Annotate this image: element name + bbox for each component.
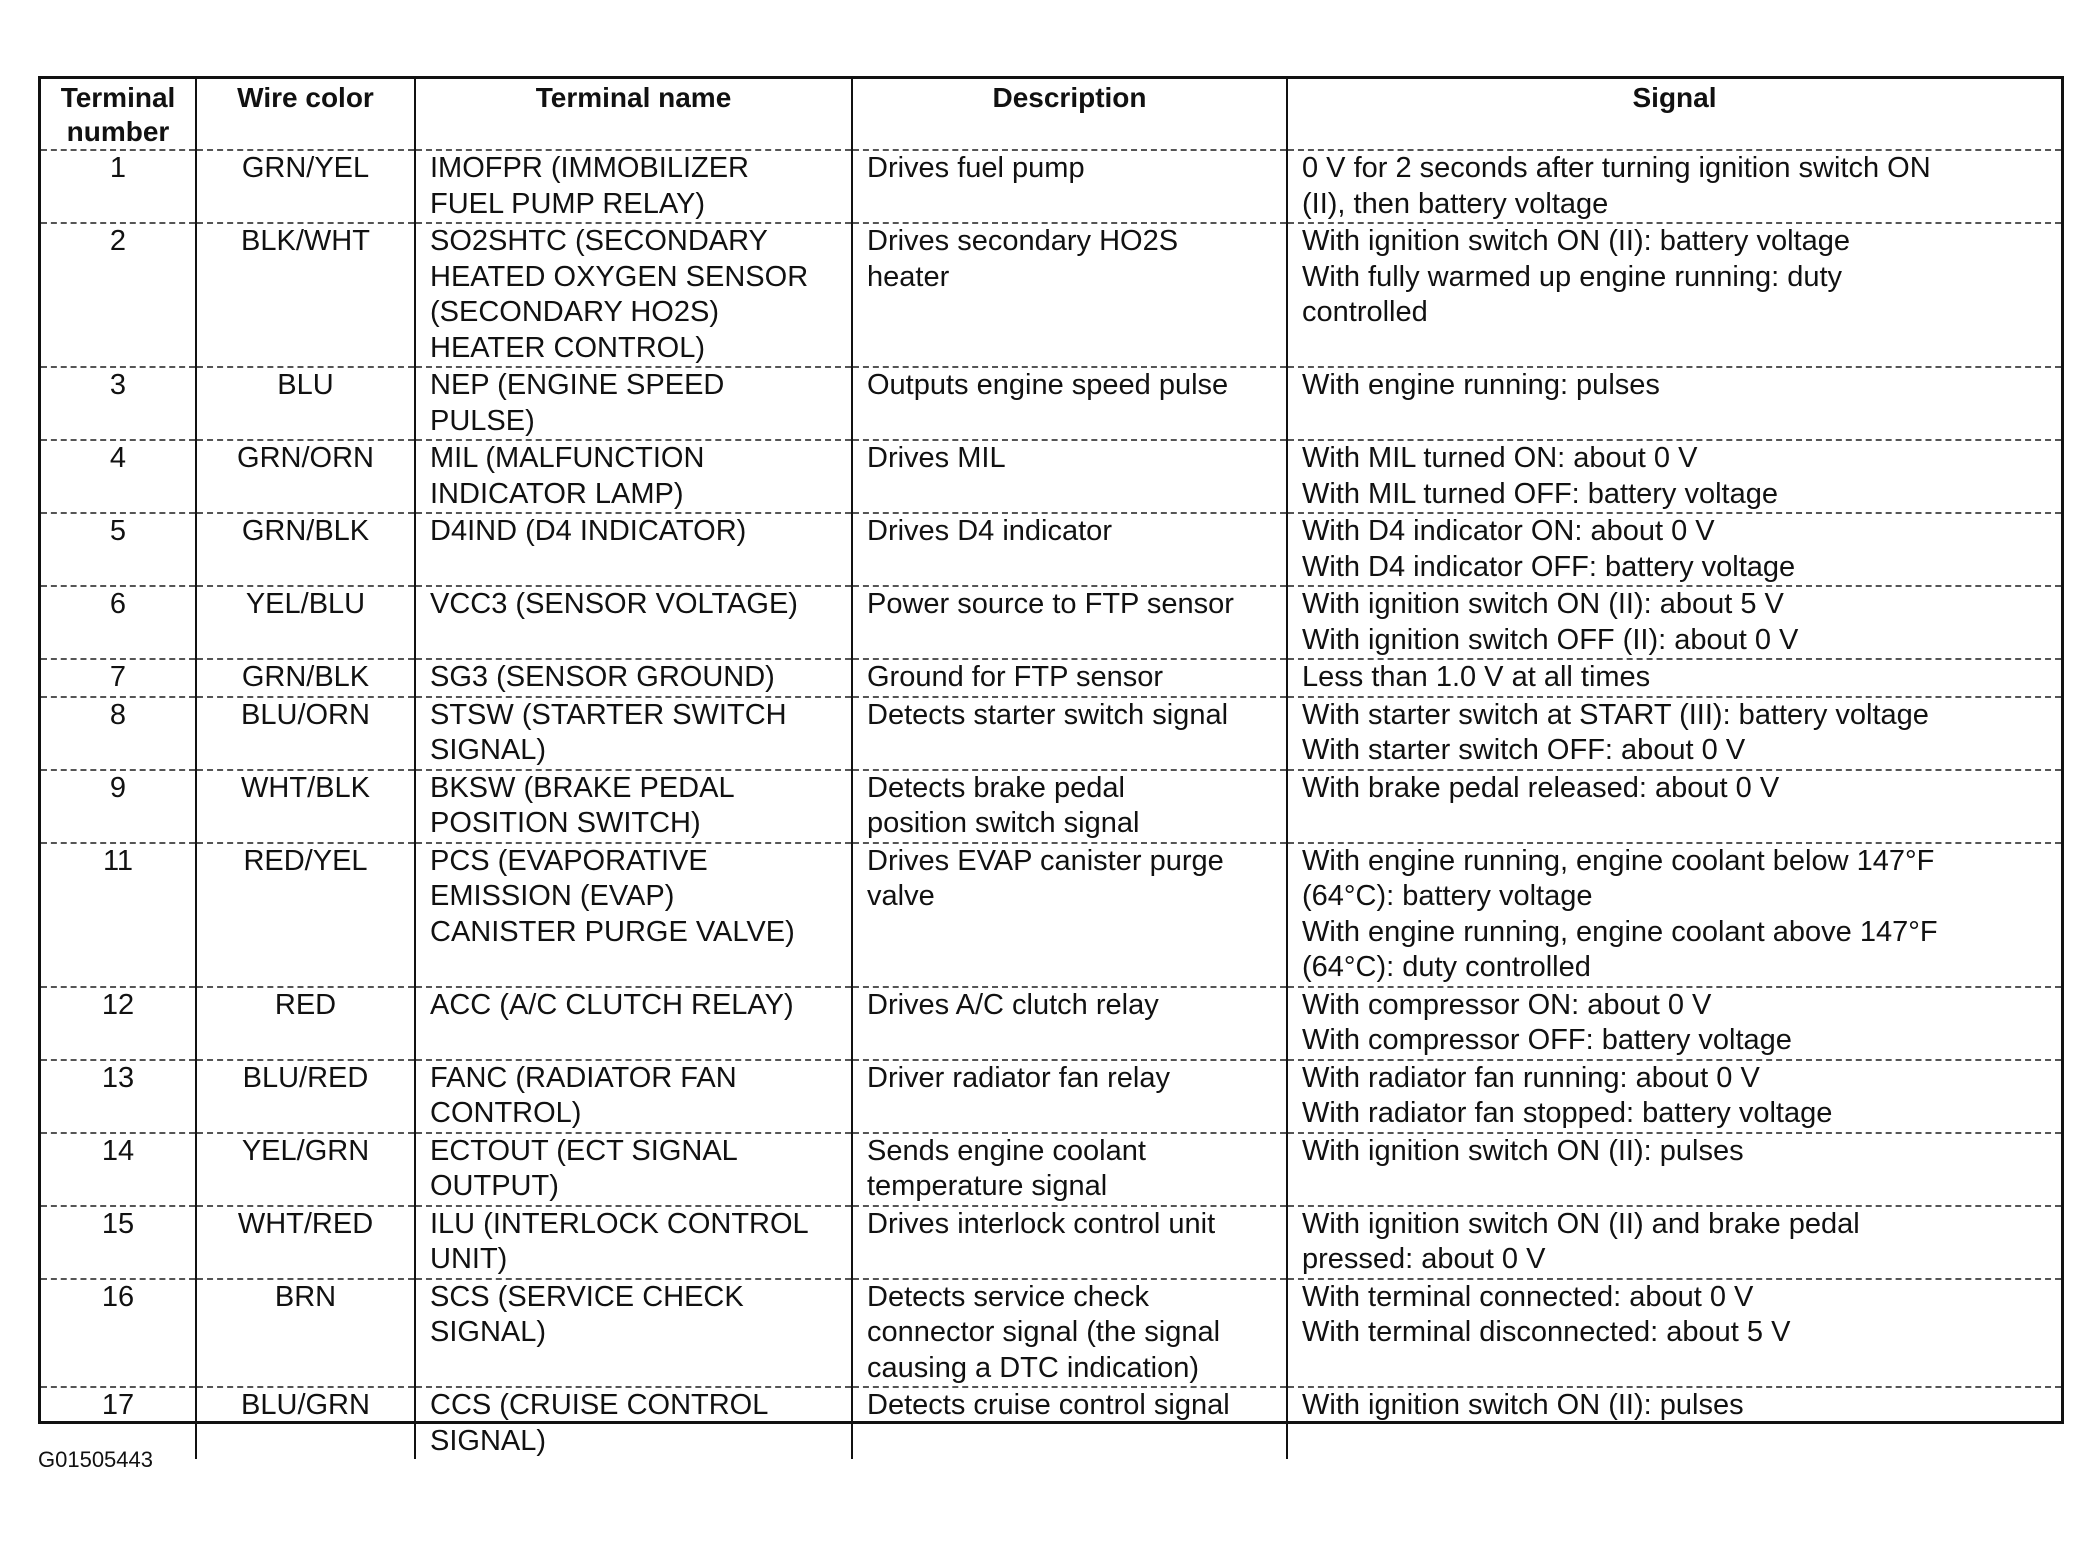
signal-cell-line: With radiator fan stopped: battery voltage	[1302, 1097, 1833, 1129]
terminal-name-cell-line: SIGNAL)	[430, 1316, 547, 1348]
table-row	[41, 843, 2061, 987]
terminal-name-cell-line: D4IND (D4 INDICATOR)	[430, 515, 747, 547]
signal-cell	[1287, 1279, 2061, 1388]
terminal-number-cell: 5	[41, 513, 196, 586]
table-row	[41, 150, 2061, 223]
signal-cell	[1287, 513, 2061, 586]
header-wire-color: Wire color	[196, 79, 415, 150]
terminal-name-cell-line: UNIT)	[430, 1243, 508, 1275]
description-cell	[852, 697, 1287, 770]
terminal-name-cell	[415, 697, 852, 770]
terminal-name-cell	[415, 586, 852, 659]
terminal-number-cell: 11	[41, 843, 196, 987]
wire-color-cell: BLU/RED	[196, 1060, 415, 1133]
terminal-number-cell: 6	[41, 586, 196, 659]
terminal-name-cell-line: INDICATOR LAMP)	[430, 477, 684, 510]
signal-cell	[1287, 659, 2061, 697]
description-cell-line: Drives interlock control unit	[867, 1207, 1216, 1240]
terminal-number-cell: 1	[41, 150, 196, 223]
description-cell-line: Driver radiator fan relay	[867, 1061, 1170, 1094]
signal-cell	[1287, 1060, 2061, 1133]
description-cell	[852, 586, 1287, 659]
description-cell-line: Ground for FTP sensor	[867, 661, 1164, 693]
signal-cell	[1287, 440, 2061, 513]
table-row	[41, 1060, 2061, 1133]
wire-color-cell: BLU	[196, 367, 415, 440]
description-cell-line: Detects brake pedal	[867, 771, 1125, 804]
signal-cell-line: With engine running, engine coolant below 147°F	[1302, 844, 1935, 877]
description-cell	[852, 770, 1287, 843]
table-row	[41, 1133, 2061, 1206]
table-row	[41, 367, 2061, 440]
table-row	[41, 440, 2061, 513]
header-row	[41, 79, 2061, 150]
header-terminal-name: Terminal name	[415, 79, 852, 150]
table-row	[41, 223, 2061, 367]
description-cell-line: Outputs engine speed pulse	[867, 369, 1229, 401]
signal-cell-line: With terminal connected: about 0 V	[1302, 1280, 1754, 1313]
description-cell-line: Detects cruise control signal	[867, 1389, 1230, 1421]
description-cell-line: Drives secondary HO2S	[867, 225, 1179, 257]
terminal-name-cell-line: ILU (INTERLOCK CONTROL	[430, 1207, 809, 1240]
table-row	[41, 770, 2061, 843]
header-terminal-number: Terminal number	[41, 79, 196, 150]
signal-cell-line: With compressor OFF: battery voltage	[1302, 1024, 1792, 1056]
description-cell-line: Drives D4 indicator	[867, 515, 1112, 547]
description-cell-line: causing a DTC indication)	[867, 1351, 1200, 1384]
table-row	[41, 1387, 2061, 1459]
terminal-table-frame	[38, 76, 2064, 1457]
signal-cell-line: pressed: about 0 V	[1302, 1243, 1546, 1275]
terminal-number-cell: 12	[41, 987, 196, 1060]
terminal-number-cell: 15	[41, 1206, 196, 1279]
table-row	[41, 1206, 2061, 1279]
terminal-name-cell	[415, 659, 852, 697]
signal-cell	[1287, 843, 2061, 987]
signal-cell-line: With ignition switch ON (II): battery voltage	[1302, 225, 1850, 257]
signal-cell-line: With D4 indicator ON: about 0 V	[1302, 515, 1715, 547]
signal-cell-line: With starter switch at START (III): battery voltage	[1302, 698, 1929, 731]
description-cell-line: Detects starter switch signal	[867, 698, 1229, 731]
description-cell-line: Power source to FTP sensor	[867, 588, 1234, 620]
signal-cell-line: With ignition switch ON (II): about 5 V	[1302, 588, 1784, 620]
header-description: Description	[852, 79, 1287, 150]
signal-cell-line: 0 V for 2 seconds after turning ignition switch ON	[1302, 152, 1931, 184]
header-signal: Signal	[1287, 79, 2061, 150]
terminal-name-cell	[415, 770, 852, 843]
terminal-name-cell	[415, 1133, 852, 1206]
wire-color-cell: GRN/BLK	[196, 659, 415, 697]
signal-cell-line: With ignition switch ON (II) and brake pedal	[1302, 1207, 1860, 1240]
terminal-name-cell-line: ACC (A/C CLUTCH RELAY)	[430, 988, 794, 1021]
description-cell-line: Drives MIL	[867, 442, 1006, 474]
terminal-number-cell: 13	[41, 1060, 196, 1133]
wire-color-cell: YEL/BLU	[196, 586, 415, 659]
terminal-name-cell-line: SIGNAL)	[430, 734, 547, 766]
description-cell	[852, 223, 1287, 367]
signal-cell-line: With starter switch OFF: about 0 V	[1302, 734, 1746, 766]
description-cell	[852, 1133, 1287, 1206]
terminal-number-cell: 8	[41, 697, 196, 770]
wire-color-cell: GRN/ORN	[196, 440, 415, 513]
signal-cell-line: With ignition switch ON (II): pulses	[1302, 1389, 1744, 1421]
wire-color-cell: YEL/GRN	[196, 1133, 415, 1206]
terminal-name-cell	[415, 1206, 852, 1279]
wire-color-cell: RED/YEL	[196, 843, 415, 987]
terminal-name-cell-line: (SECONDARY HO2S)	[430, 296, 719, 328]
terminal-name-cell-line: EMISSION (EVAP)	[430, 880, 675, 912]
terminal-name-cell	[415, 1279, 852, 1388]
terminal-number-cell: 17	[101, 1389, 135, 1421]
description-cell	[852, 843, 1287, 987]
signal-cell-line: controlled	[1302, 296, 1428, 328]
terminal-name-cell-line: CONTROL)	[430, 1097, 582, 1129]
wire-color-cell: BLK/WHT	[196, 223, 415, 367]
description-cell	[852, 440, 1287, 513]
signal-cell-line: With ignition switch OFF (II): about 0 V	[1302, 623, 1799, 656]
signal-cell-line: (64°C): duty controlled	[1302, 951, 1591, 983]
signal-cell-line: With brake pedal released: about 0 V	[1302, 771, 1780, 804]
terminal-number-cell: 4	[41, 440, 196, 513]
wire-color-cell: BLU/ORN	[196, 697, 415, 770]
terminal-name-cell-line: SCS (SERVICE CHECK	[430, 1280, 744, 1313]
description-cell-line: Drives EVAP canister purge	[867, 844, 1224, 877]
terminal-name-cell	[415, 513, 852, 586]
terminal-name-cell-line: SIGNAL)	[430, 1424, 547, 1457]
description-cell-line: Drives A/C clutch relay	[867, 988, 1159, 1021]
table-row	[41, 513, 2061, 586]
description-cell	[852, 1279, 1287, 1388]
terminal-table	[41, 79, 2061, 1459]
terminal-name-cell	[415, 223, 852, 367]
signal-cell-line: With engine running, engine coolant above 147°F	[1302, 915, 1938, 948]
terminal-number-cell: 7	[41, 659, 196, 697]
terminal-number-cell: 3	[41, 367, 196, 440]
description-cell	[852, 1060, 1287, 1133]
signal-cell-line: With engine running: pulses	[1302, 369, 1660, 401]
terminal-name-cell-line: PCS (EVAPORATIVE	[430, 844, 708, 877]
terminal-name-cell	[415, 843, 852, 987]
terminal-name-cell-line: HEATED OXYGEN SENSOR	[430, 260, 809, 293]
terminal-name-cell	[415, 440, 852, 513]
terminal-number-cell: 9	[41, 770, 196, 843]
terminal-number-cell: 2	[41, 223, 196, 367]
signal-cell	[1287, 223, 2061, 367]
signal-cell-line: With terminal disconnected: about 5 V	[1302, 1316, 1791, 1348]
wire-color-cell: GRN/BLK	[196, 513, 415, 586]
description-cell-line: valve	[867, 880, 935, 912]
document-id: G01505443	[38, 1447, 153, 1472]
description-cell	[852, 659, 1287, 697]
terminal-name-cell-line: OUTPUT)	[430, 1170, 559, 1202]
description-cell	[852, 1206, 1287, 1279]
terminal-name-cell	[415, 367, 852, 440]
terminal-name-cell-line: POSITION SWITCH)	[430, 807, 701, 839]
signal-cell-line: Less than 1.0 V at all times	[1302, 661, 1651, 693]
wire-color-cell: RED	[196, 987, 415, 1060]
signal-cell	[1287, 1133, 2061, 1206]
signal-cell-line: With compressor ON: about 0 V	[1302, 988, 1712, 1021]
signal-cell	[1287, 1387, 2061, 1459]
signal-cell	[1287, 150, 2061, 223]
signal-cell	[1287, 770, 2061, 843]
description-cell-line: connector signal (the signal	[867, 1316, 1221, 1348]
table-row	[41, 1279, 2061, 1388]
signal-cell	[1287, 987, 2061, 1060]
description-cell-line: Detects service check	[867, 1280, 1150, 1313]
table-row	[41, 586, 2061, 659]
table-row	[41, 659, 2061, 697]
table-row	[41, 987, 2061, 1060]
signal-cell	[1287, 586, 2061, 659]
signal-cell-line: With D4 indicator OFF: battery voltage	[1302, 550, 1796, 583]
signal-cell-line: With MIL turned OFF: battery voltage	[1302, 477, 1778, 510]
terminal-name-cell-line: SG3 (SENSOR GROUND)	[430, 661, 775, 693]
signal-cell	[1287, 697, 2061, 770]
description-cell	[852, 1387, 1287, 1459]
terminal-name-cell-line: CCS (CRUISE CONTROL	[430, 1389, 769, 1421]
terminal-number-cell: 14	[41, 1133, 196, 1206]
signal-cell-line: With ignition switch ON (II): pulses	[1302, 1134, 1744, 1167]
terminal-name-cell-line: BKSW (BRAKE PEDAL	[430, 771, 735, 804]
terminal-name-cell-line: ECTOUT (ECT SIGNAL	[430, 1134, 738, 1167]
terminal-name-cell	[415, 1060, 852, 1133]
description-cell-line: Drives fuel pump	[867, 152, 1085, 184]
terminal-name-cell-line: STSW (STARTER SWITCH	[430, 698, 787, 731]
description-cell-line: heater	[867, 260, 950, 293]
description-cell	[852, 987, 1287, 1060]
terminal-name-cell-line: SO2SHTC (SECONDARY	[430, 225, 768, 257]
terminal-name-cell	[415, 1387, 852, 1459]
terminal-name-cell	[415, 987, 852, 1060]
description-cell	[852, 367, 1287, 440]
terminal-name-cell-line: CANISTER PURGE VALVE)	[430, 915, 795, 948]
wire-color-cell: BLU/GRN	[196, 1387, 415, 1459]
wire-color-cell: WHT/RED	[196, 1206, 415, 1279]
signal-cell-line: With radiator fan running: about 0 V	[1302, 1061, 1760, 1094]
terminal-name-cell-line: IMOFPR (IMMOBILIZER	[430, 152, 749, 184]
wire-color-cell: BRN	[196, 1279, 415, 1388]
signal-cell	[1287, 367, 2061, 440]
signal-cell	[1287, 1206, 2061, 1279]
terminal-name-cell-line: HEATER CONTROL)	[430, 331, 705, 364]
terminal-name-cell-line: FANC (RADIATOR FAN	[430, 1061, 737, 1094]
wire-color-cell: WHT/BLK	[196, 770, 415, 843]
description-cell-line: Sends engine coolant	[867, 1134, 1146, 1167]
signal-cell-line: (64°C): battery voltage	[1302, 880, 1593, 912]
description-cell	[852, 150, 1287, 223]
description-cell	[852, 513, 1287, 586]
signal-cell-line: With fully warmed up engine running: duty	[1302, 260, 1843, 293]
table-row	[41, 697, 2061, 770]
terminal-name-cell-line: NEP (ENGINE SPEED	[430, 369, 725, 401]
terminal-number-cell: 16	[41, 1279, 196, 1388]
terminal-name-cell-line: VCC3 (SENSOR VOLTAGE)	[430, 588, 798, 620]
terminal-name-cell-line: FUEL PUMP RELAY)	[430, 187, 706, 220]
terminal-name-cell-line: PULSE)	[430, 404, 535, 437]
terminal-name-cell	[415, 150, 852, 223]
signal-cell-line: (II), then battery voltage	[1302, 187, 1609, 220]
table-body	[41, 150, 2061, 1459]
description-cell-line: position switch signal	[867, 807, 1140, 839]
description-cell-line: temperature signal	[867, 1170, 1108, 1202]
wire-color-cell: GRN/YEL	[196, 150, 415, 223]
terminal-name-cell-line: MIL (MALFUNCTION	[430, 442, 705, 474]
signal-cell-line: With MIL turned ON: about 0 V	[1302, 442, 1698, 474]
